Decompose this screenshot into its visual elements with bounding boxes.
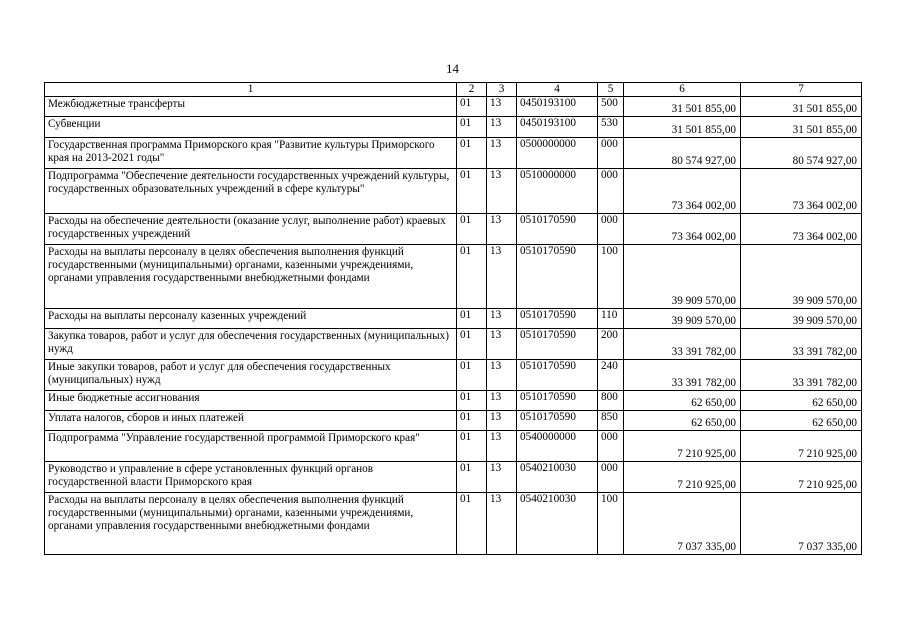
amount-col7-cell: 73 364 002,00 <box>741 169 862 214</box>
header-cell: 6 <box>624 83 741 97</box>
target-article-cell: 0510170590 <box>517 411 598 431</box>
table-body <box>45 83 862 555</box>
amount-col6-cell: 80 574 927,00 <box>624 138 741 169</box>
expense-type-cell: 100 <box>598 245 624 309</box>
subsection-cell: 13 <box>487 169 517 214</box>
section-cell: 01 <box>457 138 487 169</box>
amount-col6-cell: 7 037 335,00 <box>624 493 741 555</box>
row-name-cell: Руководство и управление в сфере установленных функций органов государственной власти Приморского края <box>45 462 457 493</box>
subsection-cell: 13 <box>487 245 517 309</box>
section-cell: 01 <box>457 493 487 555</box>
amount-col7-cell: 31 501 855,00 <box>741 97 862 117</box>
section-cell: 01 <box>457 97 487 117</box>
page-number: 14 <box>446 61 459 76</box>
amount-col6-cell: 73 364 002,00 <box>624 169 741 214</box>
amount-col6-cell: 73 364 002,00 <box>624 214 741 245</box>
expense-type-cell: 110 <box>598 309 624 329</box>
target-article-cell: 0450193100 <box>517 117 598 138</box>
subsection-cell: 13 <box>487 391 517 411</box>
section-cell: 01 <box>457 411 487 431</box>
target-article-cell: 0510170590 <box>517 360 598 391</box>
table-row <box>45 462 862 493</box>
expense-type-cell: 000 <box>598 431 624 462</box>
target-article-cell: 0510000000 <box>517 169 598 214</box>
section-cell: 01 <box>457 329 487 360</box>
target-article-cell: 0500000000 <box>517 138 598 169</box>
table-row <box>45 391 862 411</box>
expense-type-cell: 000 <box>598 462 624 493</box>
section-cell: 01 <box>457 431 487 462</box>
expense-type-cell: 000 <box>598 214 624 245</box>
table-row <box>45 360 862 391</box>
table-row <box>45 97 862 117</box>
subsection-cell: 13 <box>487 431 517 462</box>
subsection-cell: 13 <box>487 462 517 493</box>
amount-col7-cell: 7 037 335,00 <box>741 493 862 555</box>
target-article-cell: 0510170590 <box>517 329 598 360</box>
expense-type-cell: 240 <box>598 360 624 391</box>
amount-col6-cell: 33 391 782,00 <box>624 360 741 391</box>
header-cell: 2 <box>457 83 487 97</box>
subsection-cell: 13 <box>487 411 517 431</box>
expense-type-cell: 800 <box>598 391 624 411</box>
subsection-cell: 13 <box>487 493 517 555</box>
expense-type-cell: 000 <box>598 138 624 169</box>
table-row <box>45 169 862 214</box>
target-article-cell: 0510170590 <box>517 391 598 411</box>
target-article-cell: 0510170590 <box>517 309 598 329</box>
amount-col6-cell: 39 909 570,00 <box>624 309 741 329</box>
target-article-cell: 0540210030 <box>517 493 598 555</box>
amount-col6-cell: 7 210 925,00 <box>624 462 741 493</box>
target-article-cell: 0540000000 <box>517 431 598 462</box>
subsection-cell: 13 <box>487 360 517 391</box>
row-name-cell: Подпрограмма "Управление государственной программой Приморского края" <box>45 431 457 462</box>
row-name-cell: Расходы на выплаты персоналу казенных учреждений <box>45 309 457 329</box>
header-cell: 5 <box>598 83 624 97</box>
amount-col7-cell: 62 650,00 <box>741 391 862 411</box>
row-name-cell: Иные бюджетные ассигнования <box>45 391 457 411</box>
target-article-cell: 0450193100 <box>517 97 598 117</box>
amount-col6-cell: 31 501 855,00 <box>624 97 741 117</box>
expense-type-cell: 100 <box>598 493 624 555</box>
header-cell: 3 <box>487 83 517 97</box>
amount-col7-cell: 39 909 570,00 <box>741 309 862 329</box>
subsection-cell: 13 <box>487 329 517 360</box>
amount-col6-cell: 39 909 570,00 <box>624 245 741 309</box>
section-cell: 01 <box>457 245 487 309</box>
amount-col7-cell: 62 650,00 <box>741 411 862 431</box>
table-row <box>45 214 862 245</box>
header-cell: 4 <box>517 83 598 97</box>
row-name-cell: Иные закупки товаров, работ и услуг для обеспечения государственных (муниципальных) нужд <box>45 360 457 391</box>
amount-col7-cell: 7 210 925,00 <box>741 462 862 493</box>
table-row <box>45 329 862 360</box>
subsection-cell: 13 <box>487 97 517 117</box>
section-cell: 01 <box>457 462 487 493</box>
amount-col7-cell: 33 391 782,00 <box>741 360 862 391</box>
amount-col7-cell: 7 210 925,00 <box>741 431 862 462</box>
row-name-cell: Расходы на выплаты персоналу в целях обеспечения выполнения функций государственными (муниципальными) органами, казенными учреждениями, органами управления государственными внебюджетными фондами <box>45 493 457 555</box>
target-article-cell: 0510170590 <box>517 245 598 309</box>
subsection-cell: 13 <box>487 309 517 329</box>
table-row <box>45 245 862 309</box>
row-name-cell: Уплата налогов, сборов и иных платежей <box>45 411 457 431</box>
expense-type-cell: 530 <box>598 117 624 138</box>
row-name-cell: Субвенции <box>45 117 457 138</box>
budget-table <box>44 82 862 555</box>
row-name-cell: Расходы на выплаты персоналу в целях обеспечения выполнения функций государственными (муниципальными) органами, казенными учреждениями, органами управления государственными внебюджетными фондами <box>45 245 457 309</box>
table-row <box>45 309 862 329</box>
table-row <box>45 138 862 169</box>
expense-type-cell: 000 <box>598 169 624 214</box>
section-cell: 01 <box>457 117 487 138</box>
section-cell: 01 <box>457 391 487 411</box>
expense-type-cell: 200 <box>598 329 624 360</box>
amount-col7-cell: 39 909 570,00 <box>741 245 862 309</box>
expense-type-cell: 500 <box>598 97 624 117</box>
header-cell: 1 <box>45 83 457 97</box>
table-row <box>45 493 862 555</box>
row-name-cell: Расходы на обеспечение деятельности (оказание услуг, выполнение работ) краевых государственных учреждений <box>45 214 457 245</box>
row-name-cell: Межбюджетные трансферты <box>45 97 457 117</box>
subsection-cell: 13 <box>487 214 517 245</box>
amount-col6-cell: 31 501 855,00 <box>624 117 741 138</box>
section-cell: 01 <box>457 309 487 329</box>
amount-col7-cell: 73 364 002,00 <box>741 214 862 245</box>
target-article-cell: 0540210030 <box>517 462 598 493</box>
header-row <box>45 83 862 97</box>
row-name-cell: Подпрограмма "Обеспечение деятельности государственных учреждений культуры, государственных образовательных учреждений в сфере культуры" <box>45 169 457 214</box>
amount-col6-cell: 7 210 925,00 <box>624 431 741 462</box>
table-row <box>45 431 862 462</box>
row-name-cell: Государственная программа Приморского края "Развитие культуры Приморского края на 2013-2021 годы" <box>45 138 457 169</box>
amount-col7-cell: 31 501 855,00 <box>741 117 862 138</box>
table-row <box>45 117 862 138</box>
amount-col7-cell: 80 574 927,00 <box>741 138 862 169</box>
subsection-cell: 13 <box>487 138 517 169</box>
amount-col7-cell: 33 391 782,00 <box>741 329 862 360</box>
section-cell: 01 <box>457 360 487 391</box>
subsection-cell: 13 <box>487 117 517 138</box>
row-name-cell: Закупка товаров, работ и услуг для обеспечения государственных (муниципальных) нужд <box>45 329 457 360</box>
section-cell: 01 <box>457 169 487 214</box>
expense-type-cell: 850 <box>598 411 624 431</box>
target-article-cell: 0510170590 <box>517 214 598 245</box>
amount-col6-cell: 62 650,00 <box>624 391 741 411</box>
header-cell: 7 <box>741 83 862 97</box>
amount-col6-cell: 33 391 782,00 <box>624 329 741 360</box>
amount-col6-cell: 62 650,00 <box>624 411 741 431</box>
table-row <box>45 411 862 431</box>
section-cell: 01 <box>457 214 487 245</box>
